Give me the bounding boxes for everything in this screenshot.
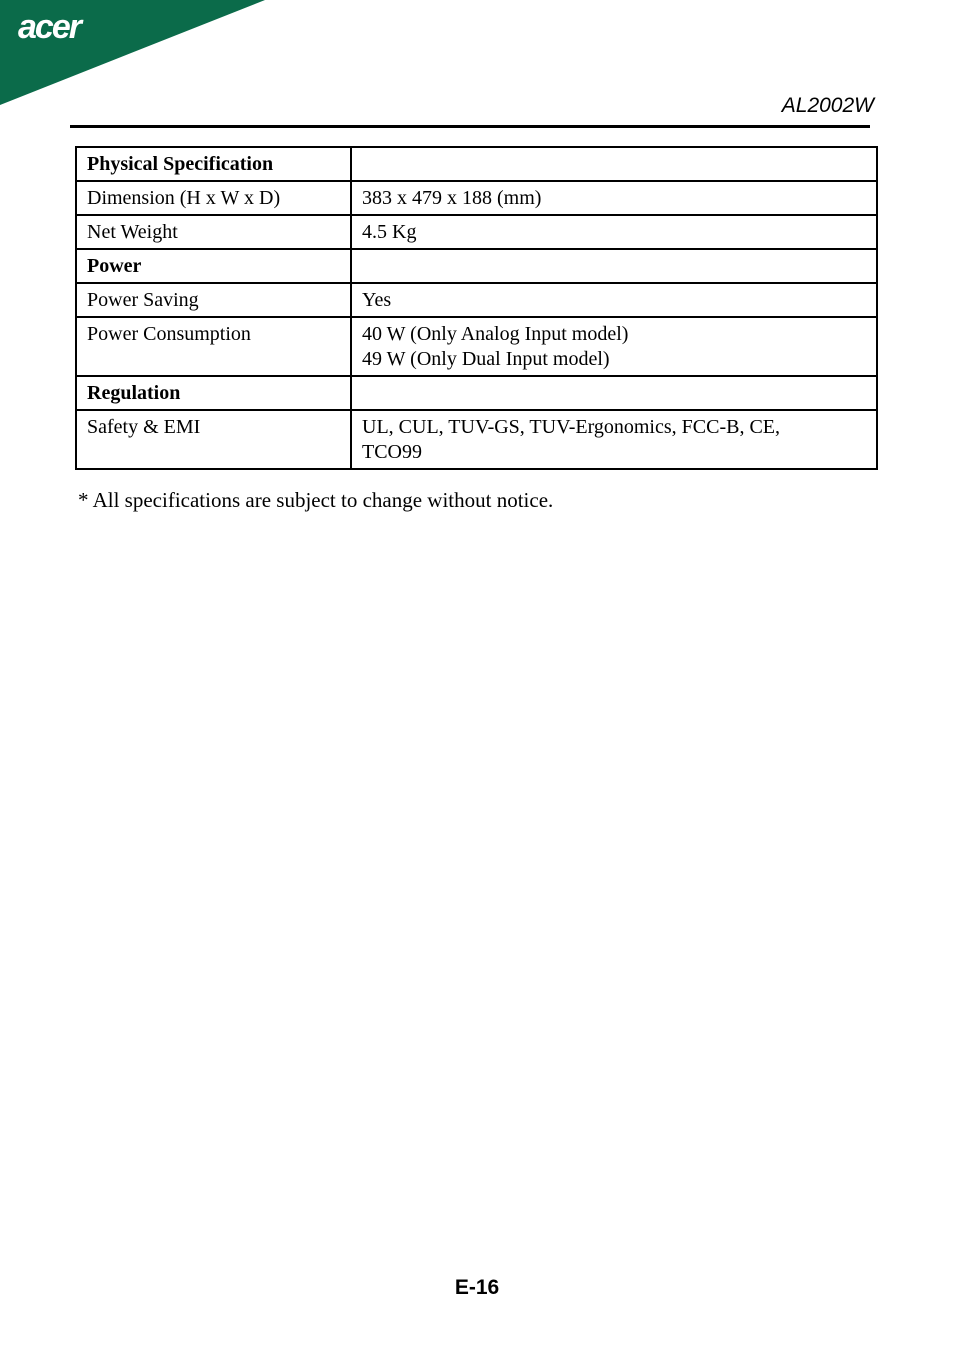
spec-value-line: 4.5 Kg (362, 221, 417, 243)
section-heading: Regulation (76, 376, 351, 410)
spec-label: Dimension (H x W x D) (76, 181, 351, 215)
spec-value-line: TCO99 (362, 441, 422, 463)
spec-row (76, 317, 877, 376)
section-heading-row (76, 147, 877, 181)
spec-value (351, 181, 877, 215)
spec-value-line: Yes (362, 289, 392, 311)
spec-row (76, 215, 877, 249)
spec-value (351, 376, 877, 410)
section-heading-row (76, 376, 877, 410)
acer-logo: acer (18, 8, 80, 46)
header-rule (70, 125, 870, 128)
spec-value (351, 147, 877, 181)
section-heading-row (76, 249, 877, 283)
spec-row (76, 283, 877, 317)
section-heading: Physical Specification (76, 147, 351, 181)
spec-value (351, 410, 877, 469)
spec-value-line: 40 W (Only Analog Input model) (362, 323, 629, 345)
spec-row (76, 410, 877, 469)
spec-label: Net Weight (76, 215, 351, 249)
spec-label: Power Saving (76, 283, 351, 317)
model-number: AL2002W (781, 94, 874, 117)
spec-value (351, 249, 877, 283)
specification-table (75, 146, 878, 470)
section-heading: Power (76, 249, 351, 283)
spec-value (351, 215, 877, 249)
spec-value (351, 317, 877, 376)
footnote: * All specifications are subject to change without notice. (78, 488, 554, 512)
spec-value-line: 383 x 479 x 188 (mm) (362, 187, 542, 209)
page-number: E-16 (454, 1276, 500, 1299)
spec-label: Safety & EMI (76, 410, 351, 469)
spec-value-line: 49 W (Only Dual Input model) (362, 348, 610, 370)
spec-label: Power Consumption (76, 317, 351, 376)
spec-row (76, 181, 877, 215)
spec-value (351, 283, 877, 317)
spec-value-line: UL, CUL, TUV-GS, TUV-Ergonomics, FCC-B, CE, (362, 416, 781, 438)
